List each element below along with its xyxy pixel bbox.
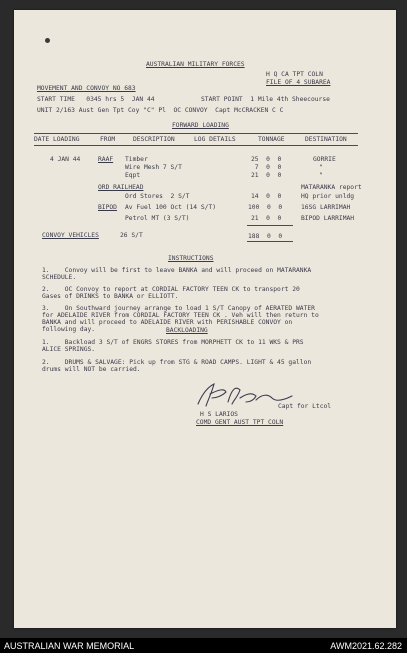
header-title: AUSTRALIAN MILITARY FORCES xyxy=(146,61,245,68)
start-point: START POINT 1 Mile 4th Sheecourse xyxy=(201,96,330,103)
signature-name: H S LARIOS xyxy=(200,411,238,418)
divider xyxy=(34,133,358,134)
backloading-heading: BACKLOADING xyxy=(166,327,208,334)
row-dest: 16SG LARRIMAH xyxy=(301,204,351,211)
col-header-description: DESCRIPTION xyxy=(133,136,175,143)
col-header-from: FROM xyxy=(100,136,116,143)
backload-text: drums will NOT be carried. xyxy=(42,366,141,373)
backload-text: ALICE SPRINGS. xyxy=(42,346,96,353)
row-from: ORD RAILHEAD xyxy=(98,184,144,191)
convoy-vehicles-count: 26 S/T xyxy=(120,232,143,239)
row-tons: 21 0 0 xyxy=(251,215,282,222)
punch-hole-icon xyxy=(45,38,50,43)
row-from: BIPOD xyxy=(98,204,117,211)
row-desc: Wire Mesh 7 S/T xyxy=(125,164,182,171)
footer-bar xyxy=(0,638,407,653)
row-dest: MATARANKA report xyxy=(301,184,362,191)
total-divider xyxy=(247,241,293,242)
instruction-text: SCHEDULE. xyxy=(42,274,77,281)
row-desc: Ord Stores 2 S/T xyxy=(125,193,190,200)
row-dest: BIPOD LARRIMAH xyxy=(301,215,355,222)
row-dest: GORRIE xyxy=(313,156,336,163)
row-tons: 100 0 0 xyxy=(248,204,283,211)
divider xyxy=(34,145,358,146)
document-sheet xyxy=(14,10,396,628)
col-header-log: LOG DETAILS xyxy=(194,136,236,143)
row-dest: " xyxy=(319,172,323,179)
row-tons: 14 0 0 xyxy=(251,193,282,200)
signature-role: Capt for Ltcol xyxy=(278,403,332,410)
row-dest: HQ prior unldg xyxy=(301,193,355,200)
row-from: RAAF xyxy=(98,156,114,163)
row-tons: 7 0 0 xyxy=(251,164,282,171)
row-desc: Eqpt xyxy=(125,172,141,179)
instruction-text: 2. OC Convoy to report at CORDIAL FACTORY TEEN CK to transport 20 xyxy=(42,286,300,293)
instructions-heading: INSTRUCTIONS xyxy=(168,255,214,262)
unit-line: UNIT 2/163 Aust Gen Tpt Coy "C" Pl OC CONVOY Capt McCRACKEN C C xyxy=(37,107,284,114)
row-dest: " xyxy=(319,164,323,171)
instruction-text: 3. On Southward journey arrange to load 1 S/T Canopy of AERATED WATER xyxy=(42,305,315,312)
col-header-destination: DESTINATION xyxy=(305,136,347,143)
row-desc: Timber xyxy=(125,156,148,163)
row-tons: 21 0 0 xyxy=(251,172,282,179)
total-divider xyxy=(247,225,293,226)
start-time: START TIME 0345 hrs 5 JAN 44 xyxy=(37,96,155,103)
total-tonnage: 188 0 0 xyxy=(248,233,283,240)
footer-source: AUSTRALIAN WAR MEMORIAL xyxy=(4,641,135,651)
row-desc: Petrol MT (3 S/T) xyxy=(125,215,190,222)
col-header-tonnage: TONNAGE xyxy=(258,136,285,143)
backload-text: 2. DRUMS & SALVAGE: Pick up from STG & ROAD CAMPS. LIGHT & 45 gallon xyxy=(42,359,312,366)
row-tons: 25 0 0 xyxy=(251,156,282,163)
instruction-text: Gases of DRINKS to BANKA or ELLIOTT. xyxy=(42,293,179,300)
instruction-text: following day. xyxy=(42,326,96,333)
col-header-date: DATE LOADING xyxy=(34,136,80,143)
row-desc: Av Fuel 100 Oct (14 S/T) xyxy=(125,204,216,211)
instruction-text: for ADELAIDE RIVER from CORDIAL FACTORY TEEN CK . Veh will then return to xyxy=(42,312,319,319)
top-right-line-2: FILE OF 4 SUBAREA xyxy=(266,79,331,86)
instruction-text: BANKA and will proceed to ADELAIDE RIVER with PERISHABLE CONVOY on xyxy=(42,319,293,326)
convoy-vehicles-label: CONVOY VEHICLES xyxy=(42,232,99,239)
backload-text: 1. Backload 3 S/T of ENGRS STORES from MORPHETT CK to 11 WKS & PRS xyxy=(42,339,304,346)
footer-accession: AWM2021.62.282 xyxy=(330,641,402,651)
forward-loading-heading: FORWARD LOADING xyxy=(172,122,229,129)
row-date: 4 JAN 44 xyxy=(50,156,81,163)
top-right-line-1: H Q CA TPT COLN xyxy=(266,71,323,78)
signature-title: COMD GENT AUST TPT COLN xyxy=(196,419,284,426)
movement-line: MOVEMENT AND CONVOY NO 683 xyxy=(37,85,136,92)
instruction-text: 1. Convoy will be first to leave BANKA and will proceed on MATARANKA xyxy=(42,267,312,274)
